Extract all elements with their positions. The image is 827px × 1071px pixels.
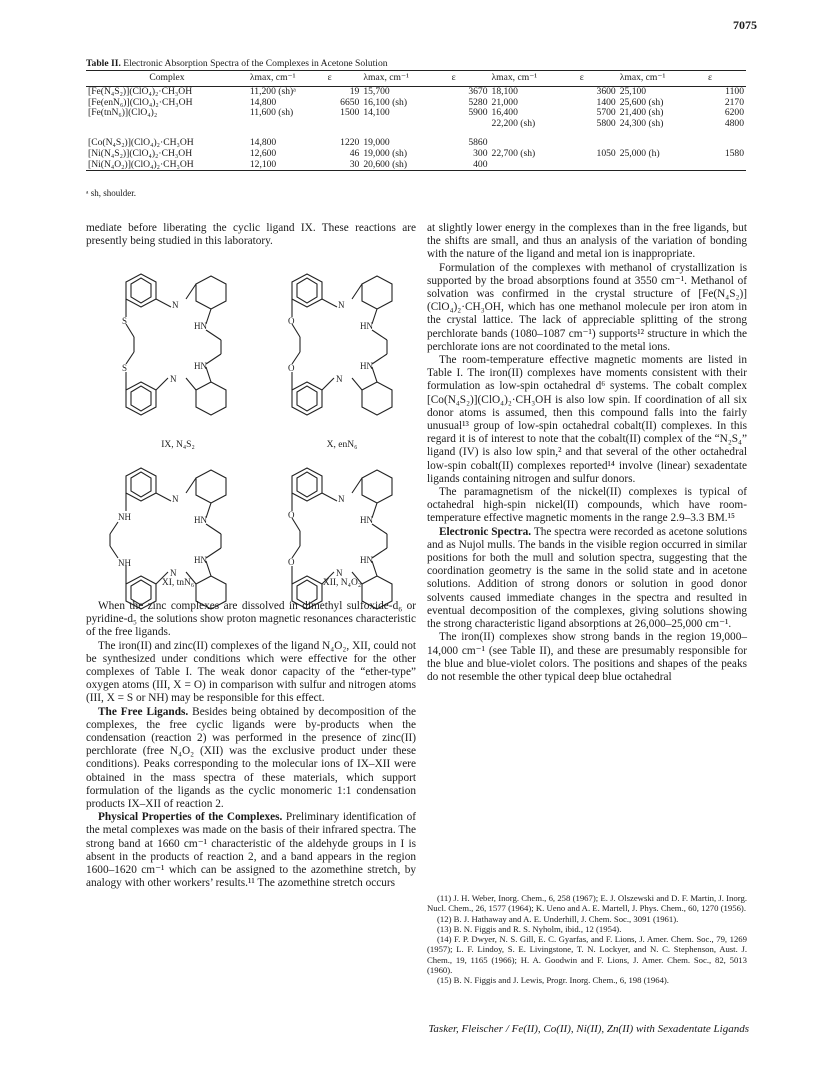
table-header: ε [450,71,490,87]
table-cell: 6200 [724,107,744,119]
table-cell: 5700 [596,107,616,119]
table-cell: 19 [349,85,360,97]
table-cell: 22,700 (sh) [491,147,536,159]
table-cell: 12,100 [248,160,326,171]
table-cell: 15,700 [363,85,390,97]
reference: (14) F. P. Dwyer, N. S. Gill, E. C. Gyarfas, and F. Lions, J. Amer. Chem. Soc., 79, 1269 (1957); L. F. Lindoy, S. E. Livingstone, T. N. Lockyer, and N. C. Stephenson, Aust. J. Chem., 19, 1165 (1966); H. A. Goodwin and F. Lions, J. Amer. Chem. Soc., 82, 5013 (1960). [427,934,747,976]
structure-label-ix: IX, N₄S₂ [161,440,195,450]
table-header: ε [326,71,362,87]
table-cell: 21,000 [491,96,518,108]
table-caption-text: Electronic Absorption Spectra of the Complexes in Acetone Solution [123,58,388,69]
left-column-top [86,222,416,248]
table-cell [578,160,618,171]
table-cell [450,119,490,130]
table-cell: [Fe(enN₆)](ClO₄)₂·CH₃OH [88,96,193,108]
table-cell: 30 [326,160,362,171]
table-cell [248,119,326,130]
table-header: λmax, cm⁻¹ [618,71,706,87]
table-cell: 1220 [340,136,360,148]
electronic-spectra-paragraph [427,526,747,632]
s-atom: S [122,363,128,373]
nh-atom: NH [118,512,131,522]
section-text: Besides being obtained by decomposition of the complexes, the free cyclic ligands were by-products when the condensation (reaction 2) was performed in the presence of zinc(II) perchlorate (free N₄O₂ (XII) was the exclusive product under these conditions). Peaks corresponding to the molecular ions of IX–XII were obtained in the mass spectra of these materials, which support formulation of the ligands as the cyclic monomeric 1:1 condensation products IX–XII of reaction 2. [86,705,416,811]
paragraph: The room-temperature effective magnetic moments are listed in Table I. The iron(II) complexes have moments consistent with their formulation as low-spin octahedral d⁶ systems. The cobalt complex [Co(N₄S₂)](ClO₄)₂·CH₃OH is also low spin. If coordination of all six donor atoms is assumed, then this compound falls into the fairly unusual¹³ group of low-spin octahedral cobalt(II) complexes. In this regard it is of interest to note that the cobalt(II) complex of the “N₂S₄” ligand (IV) is also low spin,² and that several of the other octahedral low-spin cobalt(II) complexes reported¹⁴ involve (linear) sexadentate ligands containing nitrogen and sulfur donors. [427,354,747,485]
table-cell: 25,600 (sh) [619,96,664,108]
table-header: Complex [86,71,248,87]
paragraph: The iron(II) complexes show strong bands in the region 19,000–14,000 cm⁻¹ (see Table II), and these are presumably responsible for the blue and blue-violet colors. The positions and shapes of the peaks do not resemble the other typical deep blue octahedral [427,631,747,683]
nh-atom: NH [118,558,131,568]
table-cell: 19,000 [363,136,390,148]
table-cell: 20,600 (sh) [361,160,449,171]
table-row [86,149,746,160]
nh-atom: HN [194,555,207,565]
o-atom: O [288,363,295,373]
table-cell: 2170 [724,96,744,108]
table-cell: 5900 [468,107,488,119]
table-cell: 19,000 (sh) [363,147,408,159]
nh-atom: HN [360,515,373,525]
table-row [86,86,746,97]
n-atom: N [170,374,177,384]
table-row [86,119,746,130]
table-cell: 14,100 [363,107,390,119]
table-header: λmax, cm⁻¹ [490,71,578,87]
table-cell: 21,400 (sh) [619,107,664,119]
o-atom: O [288,510,295,520]
paragraph: mediate before liberating the cyclic ligand IX. These reactions are presently being studied in this laboratory. [86,222,416,248]
section-heading: Electronic Spectra. [439,525,532,538]
physical-properties-paragraph [86,811,416,890]
n-atom: N [172,300,179,310]
table-cell: 400 [450,160,490,171]
paragraph: The paramagnetism of the nickel(II) complexes is typical of octahedral high-spin nickel(II) compounds, which have room-temperature effective magnetic moments in the range 2.9–3.3 BM.¹⁵ [427,486,747,525]
s-atom: S [122,316,128,326]
reference: (15) B. N. Figgis and J. Lewis, Progr. Inorg. Chem., 6, 198 (1964). [437,975,669,986]
nh-atom: HN [360,321,373,331]
free-ligands-paragraph [86,706,416,812]
table-cell [706,160,746,171]
table-cell: 18,100 [491,85,518,97]
structure-ix [96,262,246,437]
n-atom: N [170,568,177,578]
n-atom: N [336,568,343,578]
structure-label-xi: XI, tnN₆ [161,578,195,588]
table-header: λmax, cm⁻¹ [248,71,326,87]
nh-atom: HN [194,321,207,331]
table-cell: [Fe(tnN₆)](ClO₄)₂ [88,107,158,119]
table-header: ε [706,71,746,87]
nh-atom: HN [194,361,207,371]
nh-atom: HN [360,555,373,565]
o-atom: O [288,316,295,326]
table-cell: 1400 [596,96,616,108]
table-footnote: ᵃ sh, shoulder. [86,188,136,198]
reference: (11) J. H. Weber, Inorg. Chem., 6, 258 (1967); E. J. Olszewski and D. F. Martin, J. Inorg. Nucl. Chem., 26, 1577 (1964); K. Ueno and A. E. Martell, J. Phys. Chem., 60, 1270 (1956). [427,893,747,914]
left-column-body [86,600,416,890]
table-header-row [86,71,746,87]
section-text: The spectra were recorded as acetone solutions and as Nujol mulls. The bands in the visible region occurred in similar positions for both the mull and solution spectra, suggesting that the coordination geometry is the same in the solid state and in acetone solutions. Addition of strong donors or solution in good donor solvents caused immediate changes in the spectra and resulted in eventual decomposition of the complexes, giving solutions showing the strong characteristic ligand absorptions at 26,000–25,000 cm⁻¹. [427,525,748,631]
table-cell [361,119,449,130]
paragraph: Formulation of the complexes with methanol of crystallization is supported by the broad absorptions found at 3550 cm⁻¹. Methanol of solvation was confirmed in the crystal structure of [Fe(N₄S₂)](ClO₄)₂·CH₃OH, which has one methanol molecule per iron atom in the crystal lattice. The lack of appreciable splitting of the strong perchlorate bands (1080–1087 cm⁻¹) supports¹² structure in which the perchlorate ions are not coordinated to the metal ions. [427,261,747,353]
paragraph: The iron(II) and zinc(II) complexes of the ligand N₄O₂, XII, could not be synthesized under conditions which were effective for the other complexes of Table I. The weak donor capacity of the “ether-type” oxygen atoms (III, X = O) in comparison with sulfur and nitrogen atoms (III, X = S or NH) may be responsible for this effect. [86,639,416,705]
table-cell: [Ni(N₄O₂)](ClO₄)₂·CH₃OH [86,160,248,171]
table-cell: [Ni(N₄S₂)](ClO₄)₂·CH₃OH [88,147,193,159]
table-cell: 3600 [596,85,616,97]
table-header: ε [578,71,618,87]
table-cell: 1100 [725,85,744,97]
o-atom: O [288,557,295,567]
table-cell: 12,600 [249,147,277,159]
table-cell: 14,800 [249,96,277,108]
running-footer: Tasker, Fleischer / Fe(II), Co(II), Ni(II), Zn(II) with Sexadentate Ligands [428,1023,749,1035]
table-cell: 25,000 (h) [619,147,660,159]
table-cell: 1580 [724,147,744,159]
paragraph: When the zinc complexes are dissolved in dimethyl sulfoxide-d₆ or pyridine-d₅ the solutions show proton magnetic resonances characteristic of the free ligands. [86,600,416,639]
table-cell: 16,100 (sh) [363,96,408,108]
table-cell: 6650 [340,96,360,108]
nh-atom: HN [360,361,373,371]
table-cell: 22,200 (sh) [491,118,536,130]
section-heading: The Free Ligands. [98,705,189,718]
table-cell: 16,400 [491,107,518,119]
reference: (12) B. J. Hathaway and A. E. Underhill, J. Chem. Soc., 3091 (1961). [437,913,679,924]
table-cell [618,160,706,171]
table-row [86,160,746,171]
table-cell: 24,300 (sh) [619,118,664,130]
n-atom: N [336,374,343,384]
paragraph: at slightly lower energy in the complexes than in the free ligands, but the shifts are small, and thus an analysis of the variation of bonding with the nature of the ligand and metal ion is inappropriate. [427,222,747,261]
page-number: 7075 [733,18,757,32]
table-cell: 1050 [596,147,616,159]
structure-x [262,262,412,437]
n-atom: N [338,300,345,310]
structure-label-x: X, enN₆ [326,440,358,450]
table-cell: 4800 [724,118,744,130]
n-atom: N [338,494,345,504]
table-cell [86,119,248,130]
table-cell [490,160,578,171]
right-column-body [427,222,747,684]
table-cell: 46 [349,147,360,159]
structure-label-xii: XII, N₄O₂ [322,578,362,588]
absorption-table [86,70,746,171]
table-cell: [Fe(N₄S₂)](ClO₄)₂·CH₃OH [88,85,193,97]
table-cell: 300 [473,147,488,159]
reference: (13) B. N. Figgis and R. S. Nyholm, ibid., 12 (1954). [437,923,622,934]
table-cell: [Co(N₄S₂)](ClO₄)₂·CH₃OH [88,136,194,148]
table-cell: 5800 [596,118,616,130]
table-cell: 14,800 [249,136,277,148]
table-header: λmax, cm⁻¹ [361,71,449,87]
table-caption [86,58,388,69]
section-heading: Physical Properties of the Complexes. [98,811,283,824]
nh-atom: HN [194,515,207,525]
table-cell: 5860 [468,136,488,148]
section-text: Preliminary identification of the metal complexes was made on the basis of their infrared spectra. The strong band at 1660 cm⁻¹ characteristic of the aldehyde groups in I is absent in the products of reaction 2, and a band appears in the region 1600–1620 cm⁻¹ which can be assigned to the azomethine stretch, by analogy with other workers’ results.¹¹ The azomethine stretch occurs [86,811,417,890]
table-cell: 11,600 (sh) [249,107,294,119]
n-atom: N [172,494,179,504]
table-cell: 5280 [468,96,488,108]
table-caption-label: Table II. [86,58,121,69]
references [427,893,747,986]
table-cell: 1500 [340,107,360,119]
table-cell [326,119,362,130]
table-cell: 3670 [468,85,488,97]
table-cell: 11,200 (sh)ᵃ [249,85,296,97]
table-cell: 25,100 [619,85,647,97]
